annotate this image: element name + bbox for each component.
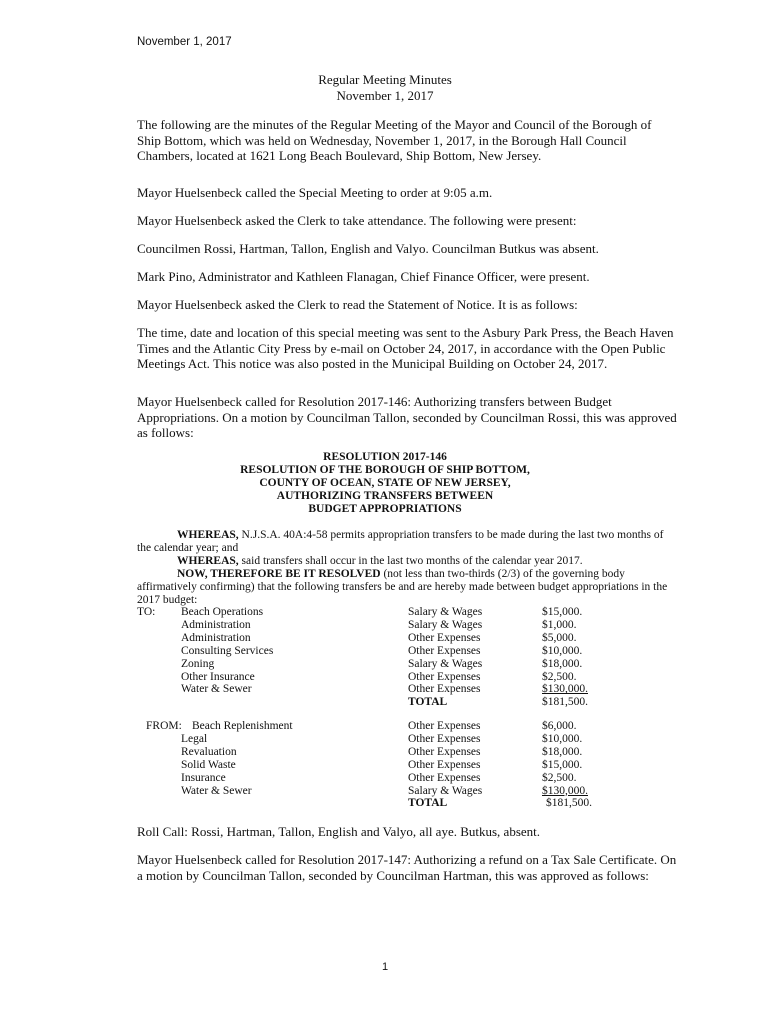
from-amount: $18,000.	[542, 745, 583, 758]
from-dept: Beach Replenishment	[192, 720, 293, 732]
to-type: Salary & Wages	[408, 618, 483, 631]
councilmen-present: Councilmen Rossi, Hartman, Tallon, English and Valyo. Councilman Butkus was absent.	[137, 241, 599, 256]
whereas-label: WHEREAS,	[177, 555, 239, 567]
whereas-text: said transfers shall occur in the last two months of the calendar year 2017.	[238, 555, 583, 567]
from-dept: Water & Sewer	[181, 784, 252, 797]
to-amount: $15,000.	[542, 606, 583, 618]
resolved-clause	[137, 568, 677, 607]
from-total-amount: $181,500.	[546, 797, 592, 810]
from-type: Other Expenses	[408, 720, 481, 732]
from-amount: $130,000.	[542, 784, 588, 797]
page-number: 1	[381, 961, 389, 973]
to-amount: $18,000.	[542, 657, 583, 670]
whereas-text: N.J.S.A. 40A:4-58 permits appropriation transfers to be made during the last two months of the calendar year; and	[137, 529, 664, 554]
to-dept: Consulting Services	[181, 644, 274, 657]
transfer-to-table	[137, 606, 677, 711]
to-amount: $10,000.	[542, 644, 583, 657]
roll-call: Roll Call: Rossi, Hartman, Tallon, English and Valyo, all aye. Butkus, absent.	[137, 824, 541, 839]
to-dept: Beach Operations	[181, 606, 264, 618]
to-type: Salary & Wages	[408, 606, 483, 618]
resolution-heading-3: COUNTY OF OCEAN, STATE OF NEW JERSEY,	[259, 477, 511, 489]
from-type: Other Expenses	[408, 745, 481, 758]
whereas-label: WHEREAS,	[177, 529, 239, 541]
from-amount: $10,000.	[542, 732, 583, 745]
statement-of-notice: The time, date and location of this special meeting was sent to the Asbury Park Press, the Beach Haven Times and the Atlantic City Press by e-mail on October 24, 2017, in accordance with the Open Public Meetings Act. This notice was also posted in the Municipal Building on October 24, 2017.	[137, 325, 674, 371]
to-dept: Administration	[181, 618, 251, 631]
to-type: Salary & Wages	[408, 657, 483, 670]
from-amount: $15,000.	[542, 758, 583, 771]
attendance-request: Mayor Huelsenbeck asked the Clerk to take attendance. The following were present:	[137, 213, 577, 228]
to-dept: Other Insurance	[181, 670, 255, 683]
to-dept: Water & Sewer	[181, 683, 252, 696]
statement-request: Mayor Huelsenbeck asked the Clerk to read the Statement of Notice. It is as follows:	[137, 297, 578, 312]
from-label: FROM:	[146, 720, 182, 732]
from-dept: Insurance	[181, 771, 226, 784]
to-type: Other Expenses	[408, 683, 481, 696]
document-date: November 1, 2017	[336, 88, 434, 103]
resolution-heading-1: RESOLUTION 2017-146	[323, 451, 447, 463]
resolution-heading-5: BUDGET APPROPRIATIONS	[308, 503, 462, 515]
to-dept: Administration	[181, 631, 251, 644]
from-dept: Solid Waste	[181, 758, 236, 771]
resolution-147-intro: Mayor Huelsenbeck called for Resolution 2017-147: Authorizing a refund on a Tax Sale Certificate. On a motion by Councilman Tallon, seconded by Councilman Hartman, this was approved as follows:	[137, 852, 677, 883]
to-label: TO:	[137, 606, 156, 618]
document-title: Regular Meeting Minutes	[318, 72, 452, 87]
to-dept: Zoning	[181, 657, 215, 670]
from-dept: Revaluation	[181, 745, 237, 758]
from-type: Other Expenses	[408, 732, 481, 745]
from-dept: Legal	[181, 732, 208, 745]
to-amount: $5,000.	[542, 631, 577, 644]
resolution-heading-4: AUTHORIZING TRANSFERS BETWEEN	[276, 490, 494, 502]
resolved-text: (not less than two-thirds (2/3) of the governing body affirmatively confirming) that the following transfers be and are hereby made between budget appropriations in the 2017 budget:	[137, 568, 668, 606]
resolution-146-intro: Mayor Huelsenbeck called for Resolution 2017-146: Authorizing transfers between Budget Appropriations. On a motion by Councilman Tallon, seconded by Councilman Rossi, this was approved as follows:	[137, 394, 677, 440]
from-amount: $6,000.	[542, 720, 577, 732]
whereas-clause-2	[137, 555, 677, 568]
page-header-date: November 1, 2017	[137, 36, 232, 48]
transfer-from-table	[137, 720, 677, 812]
to-total-amount: $181,500.	[542, 696, 588, 709]
officials-present: Mark Pino, Administrator and Kathleen Flanagan, Chief Finance Officer, were present.	[137, 269, 590, 284]
from-total-label: TOTAL	[408, 797, 448, 810]
call-to-order: Mayor Huelsenbeck called the Special Meeting to order at 9:05 a.m.	[137, 185, 493, 200]
to-total-label: TOTAL	[408, 696, 448, 709]
to-type: Other Expenses	[408, 631, 481, 644]
intro-paragraph: The following are the minutes of the Regular Meeting of the Mayor and Council of the Borough of Ship Bottom, which was held on Wednesday, November 1, 2017, in the Borough Hall Council Chambers, located at 1621 Long Beach Boulevard, Ship Bottom, New Jersey.	[137, 117, 652, 163]
to-type: Other Expenses	[408, 644, 481, 657]
from-type: Salary & Wages	[408, 784, 483, 797]
to-amount: $1,000.	[542, 618, 577, 631]
to-type: Other Expenses	[408, 670, 481, 683]
from-type: Other Expenses	[408, 758, 481, 771]
to-amount: $130,000.	[542, 683, 588, 696]
from-type: Other Expenses	[408, 771, 481, 784]
whereas-clause-1	[137, 529, 677, 555]
from-amount: $2,500.	[542, 771, 577, 784]
resolution-heading-2: RESOLUTION OF THE BOROUGH OF SHIP BOTTOM,	[240, 464, 530, 476]
resolved-label: NOW, THEREFORE BE IT RESOLVED	[177, 568, 381, 580]
to-amount: $2,500.	[542, 670, 577, 683]
